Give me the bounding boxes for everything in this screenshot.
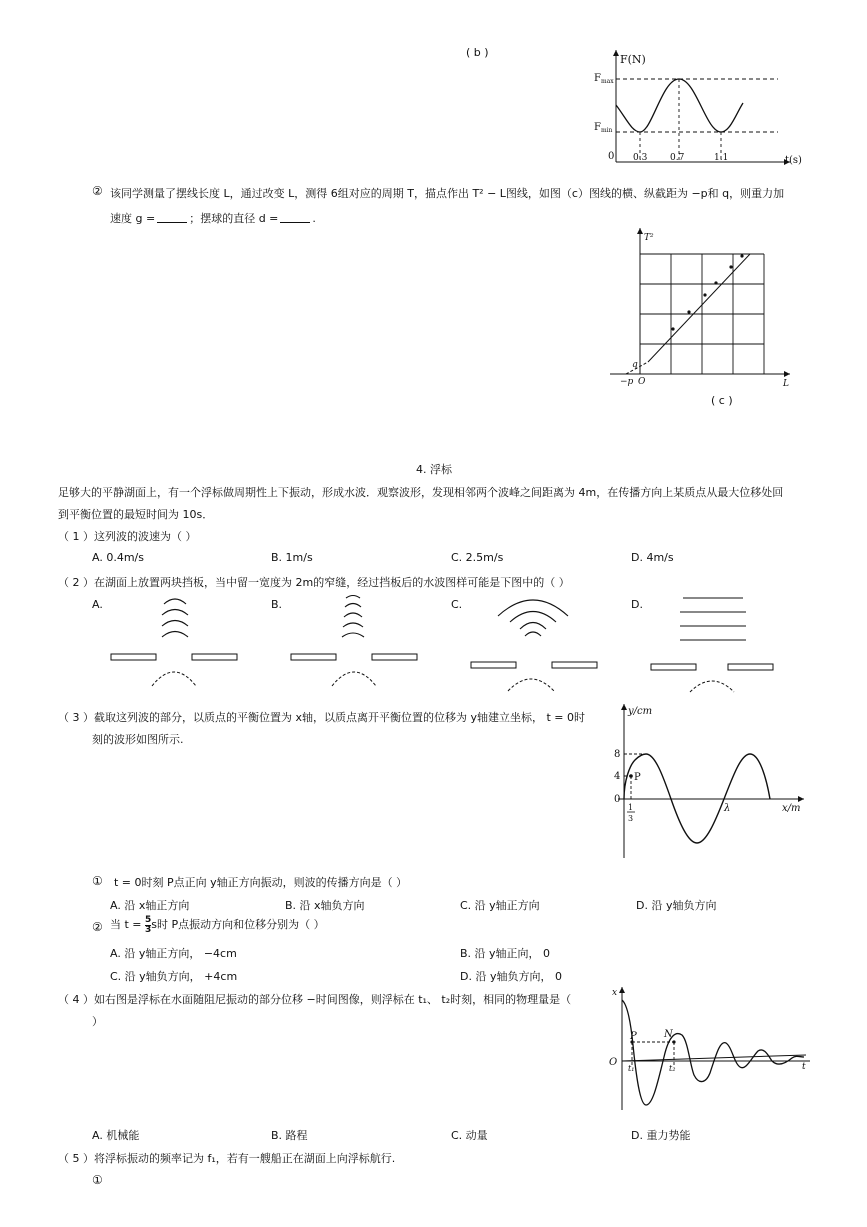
section-intro-1: 足够大的平静湖面上，有一个浮标做周期性上下振动，形成水波．观察波形，发现相邻两个波峰之间距离为 4m，在传播方向上某质点从最大位移处回 xyxy=(58,486,784,499)
q3-sub1-option-b[interactable]: B. 沿 x轴负方向 xyxy=(285,899,365,912)
section-intro-2: 到平衡位置的最短时间为 10s． xyxy=(58,508,214,521)
q3-sub1-option-a[interactable]: A. 沿 x轴正方向 xyxy=(110,899,190,912)
wave-graph xyxy=(600,700,810,860)
fig-b-caption: ( b ) xyxy=(466,46,489,59)
damp-n-label: N xyxy=(664,1029,673,1040)
fig-c-caption: ( c ) xyxy=(711,394,733,407)
svg-text:Fmax: $F_{max}$ xyxy=(594,73,614,85)
tick-0-7: 0.7 xyxy=(670,153,685,163)
damped-oscillation-graph xyxy=(606,985,816,1115)
damped-curve xyxy=(622,1000,804,1105)
q4-option-d[interactable]: D. 重力势能 xyxy=(631,1129,691,1142)
damp-x-label: t xyxy=(802,1062,806,1072)
point-p xyxy=(629,774,633,778)
fig-c-q: q xyxy=(632,360,638,370)
wave-pattern-c[interactable] xyxy=(468,592,608,692)
answer-blank-g[interactable] xyxy=(157,212,187,223)
damp-origin: O xyxy=(609,1057,618,1068)
force-time-graph xyxy=(590,50,810,170)
q3-2-line1: 该同学测量了摆线长度 L，通过改变 L，测得 6组对应的周期 T，描点作出 T² − L图线，如图（c）图线的横、纵截距为 −p和 q，则重力加 xyxy=(110,187,785,200)
wave-pattern-b[interactable] xyxy=(288,592,428,692)
q3-sub2-option-c[interactable]: C. 沿 y轴负方向， +4cm xyxy=(110,970,238,983)
q3-stem-2: 刻的波形如图所示. xyxy=(92,733,184,746)
fig-b-y-label: F(N) xyxy=(620,53,646,66)
q2-option-a-label[interactable]: A. xyxy=(92,598,103,611)
wave-y-4: 4 xyxy=(614,771,621,782)
q4-option-a[interactable]: A. 机械能 xyxy=(92,1129,140,1142)
q4-stem-1: （ 4 ）如右图是浮标在水面随阻尼振动的部分位移 −时间图像，则浮标在 t₁、 t₂时刻，相同的物理量是（ xyxy=(58,993,572,1006)
wave-lambda: λ xyxy=(724,803,731,814)
fig-b-origin: 0 xyxy=(608,151,615,162)
q1-option-a[interactable]: A. 0.4m/s xyxy=(92,551,144,564)
q2-stem: （ 2 ）在湖面上放置两块挡板，当中留一宽度为 2m的窄缝，经过挡板后的水波图样可能是下图中的（ ） xyxy=(58,576,570,589)
q5-sub-marker: ① xyxy=(92,1173,103,1187)
q1-option-d[interactable]: D. 4m/s xyxy=(631,551,674,564)
q3-sub1-marker: ① xyxy=(92,874,103,888)
q3-2-marker: ② xyxy=(92,184,103,198)
q5-stem: （ 5 ）将浮标振动的频率记为 f₁，若有一艘船正在湖面上向浮标航行. xyxy=(58,1152,396,1165)
q1-option-b[interactable]: B. 1m/s xyxy=(271,551,313,564)
q4-option-b[interactable]: B. 路程 xyxy=(271,1129,308,1142)
wave-third-num: 1 xyxy=(628,803,634,812)
q3-sub2-option-b[interactable]: B. 沿 y轴正向， 0 xyxy=(460,947,551,960)
q3-sub2-stem: 当 t = $\frac{5}{3}$ s时 P点振动方向和位移分别为（ ） xyxy=(110,914,325,935)
damp-p-label: P xyxy=(630,1031,637,1042)
fraction-5-3: $\frac{5}{3}$ xyxy=(145,914,152,935)
wave-pattern-a[interactable] xyxy=(108,592,248,692)
q1-stem: （ 1 ）这列波的波速为（ ） xyxy=(58,530,197,543)
q3-sub2-option-d[interactable]: D. 沿 y轴负方向， 0 xyxy=(460,970,562,983)
tick-0-3: 0.3 xyxy=(633,153,648,163)
wave-y-label: y/cm xyxy=(628,706,653,717)
tick-1-1: 1.1 xyxy=(714,153,729,163)
fig-c-y-label: T² xyxy=(644,233,654,243)
t2-l-graph xyxy=(610,228,800,408)
q2-option-b-label[interactable]: B. xyxy=(271,598,283,611)
fig-b-x-label: t(s) xyxy=(785,155,802,166)
q3-stem-1: （ 3 ）截取这列波的部分，以质点的平衡位置为 x轴，以质点离开平衡位置的位移为 y轴建立坐标， t = 0时 xyxy=(58,711,586,724)
q3-sub1-stem: t = 0时刻 P点正向 y轴正方向振动，则波的传播方向是（ ） xyxy=(114,876,408,889)
q4-stem-2: ） xyxy=(92,1015,103,1028)
wave-p-label: P xyxy=(634,772,641,783)
damp-y-label: x xyxy=(612,988,618,998)
fig-c-p: −p xyxy=(620,377,634,387)
force-curve xyxy=(616,79,743,132)
q3-sub1-option-d[interactable]: D. 沿 y轴负方向 xyxy=(636,899,717,912)
answer-blank-d[interactable] xyxy=(280,212,310,223)
wave-third-den: 3 xyxy=(628,814,634,823)
section-title: 4. 浮标 xyxy=(416,463,452,476)
q1-option-c[interactable]: C. 2.5m/s xyxy=(451,551,504,564)
wave-pattern-d[interactable] xyxy=(648,592,788,692)
fig-c-origin: O xyxy=(638,377,646,387)
damp-t1: t₁ xyxy=(628,1064,635,1073)
q3-2-line2: 速度 g = ；摆球的直径 d = . xyxy=(110,212,316,225)
damp-t2: t₂ xyxy=(669,1064,676,1073)
q2-option-c-label[interactable]: C. xyxy=(451,598,463,611)
fig-c-x-label: L xyxy=(783,379,789,389)
q3-sub1-option-c[interactable]: C. 沿 y轴正方向 xyxy=(460,899,540,912)
wave-x-label: x/m xyxy=(782,803,801,814)
q2-option-d-label[interactable]: D. xyxy=(631,598,643,611)
q3-sub2-option-a[interactable]: A. 沿 y轴正方向， −4cm xyxy=(110,947,237,960)
svg-text:Fmin: $F_{min}$ xyxy=(594,122,613,134)
wave-y-0: 0 xyxy=(614,794,621,805)
q3-sub2-marker: ② xyxy=(92,920,103,934)
wave-y-8: 8 xyxy=(614,749,621,760)
q4-option-c[interactable]: C. 动量 xyxy=(451,1129,488,1142)
